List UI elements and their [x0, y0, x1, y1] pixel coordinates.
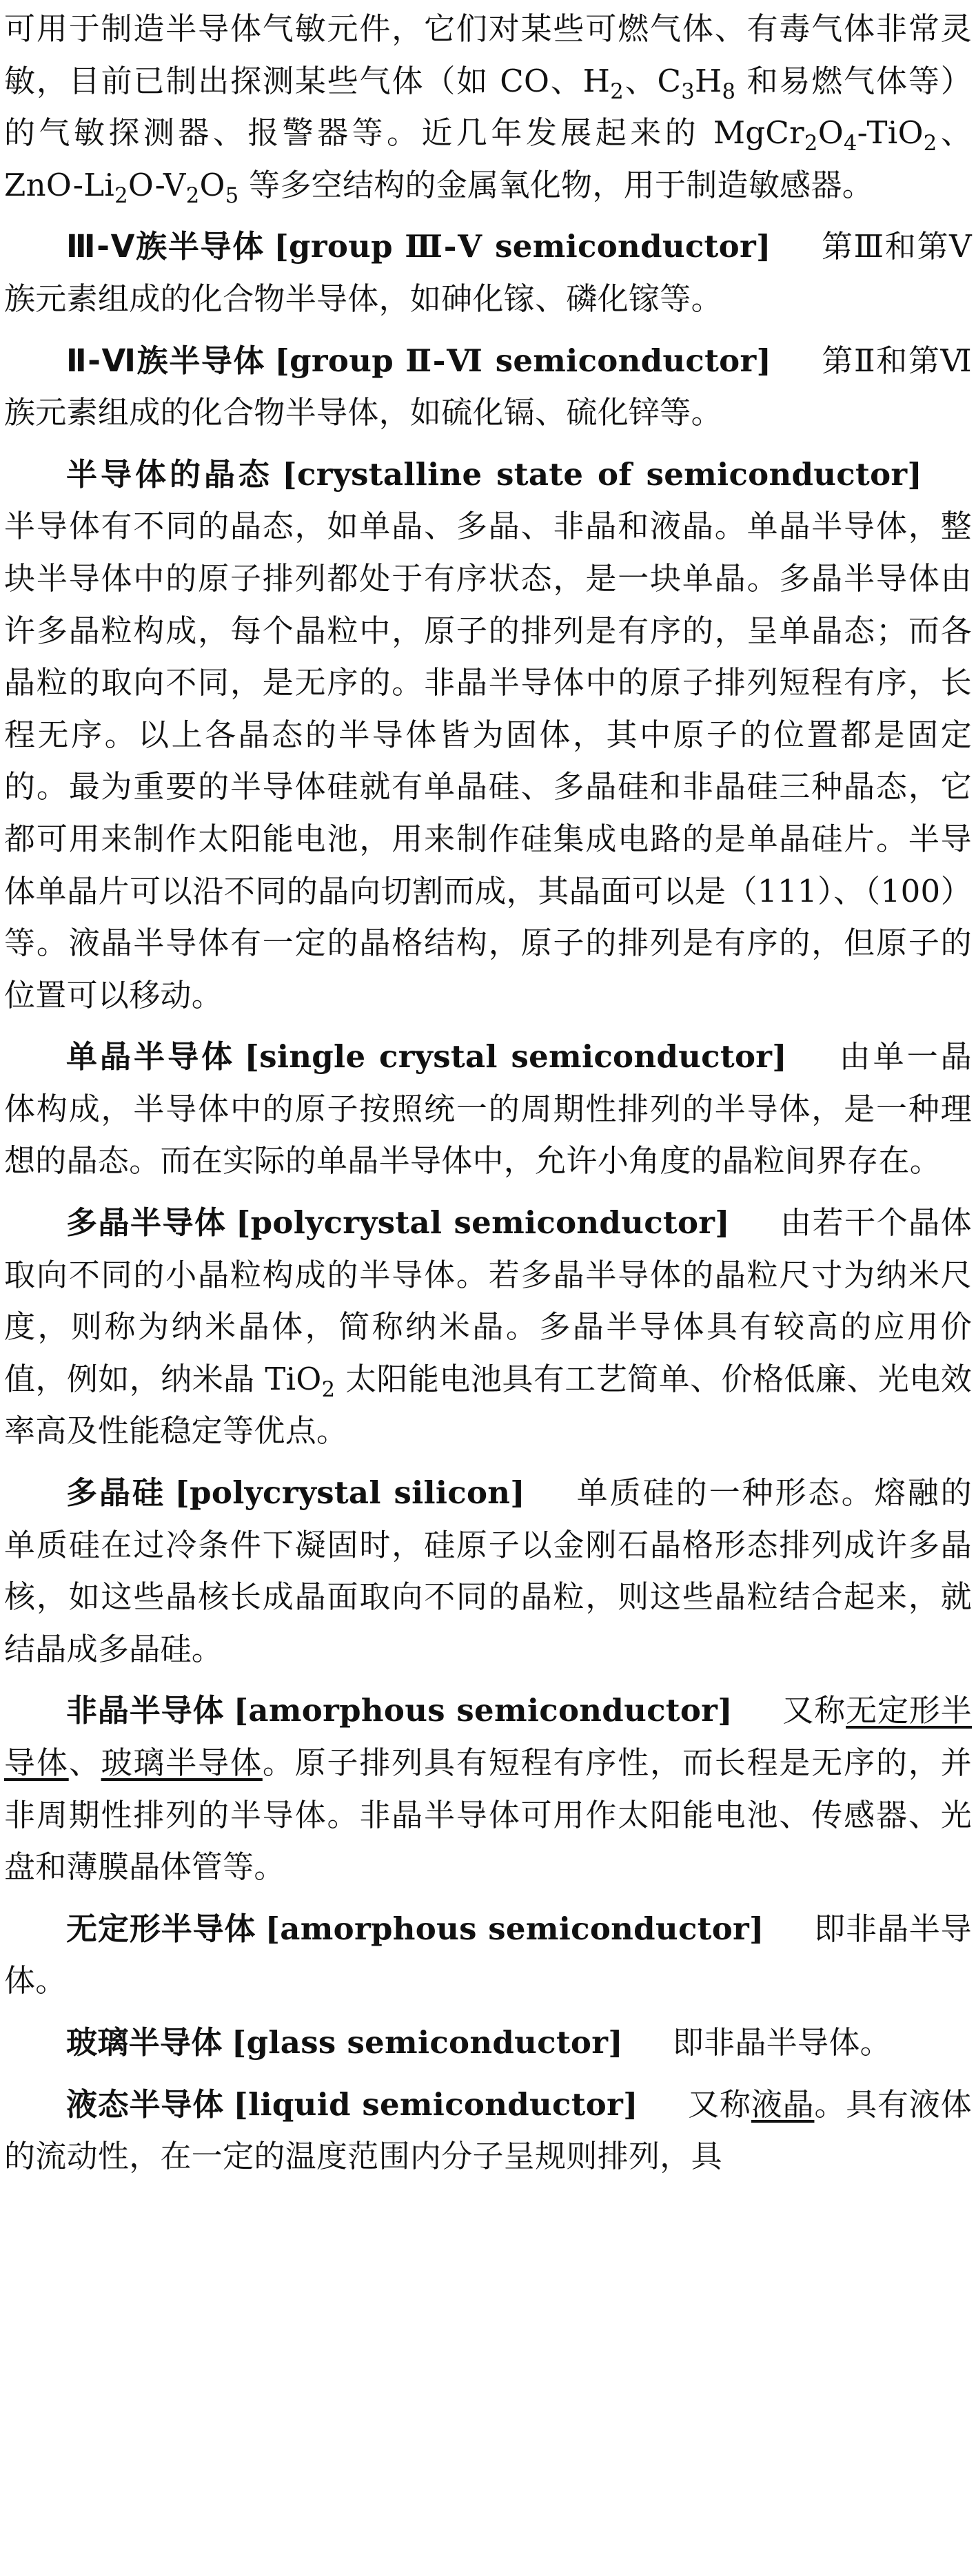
entry-term: 液态半导体 — [66, 2085, 225, 2123]
entry-polycrystal: 多晶半导体 [polycrystal semiconductor] 由若干个晶体取向不同的小晶粒构成的半导体。若多晶半导体的晶粒尺寸为纳米尺度，则称为纳米晶体，简称纳米晶。多晶半导体具有较高的应用价值，例如，纳米晶 TiO$_2$ 太阳能电池具有工艺简单、价格低廉、光电效率高及性能稳定等优点。 — [4, 1204, 972, 1450]
entry-english: [amorphous semiconductor] — [265, 1910, 764, 1947]
entry-english: [amorphous semiconductor] — [233, 1692, 733, 1729]
cross-reference: 玻璃半导体 — [101, 1744, 263, 1781]
entry-english: [crystalline state of semiconductor] — [282, 455, 922, 493]
entry-group-ii-vi — [4, 335, 972, 439]
entry-amorphous-alt — [4, 1903, 972, 2007]
cross-reference: 无定形半导体 — [4, 1692, 972, 1781]
entry-term: 多晶硅 — [66, 1474, 166, 1512]
entry-term: Ⅱ-Ⅵ族半导体 — [66, 342, 266, 379]
entry-english: [liquid semiconductor] — [233, 2085, 638, 2123]
entry-term: 单晶半导体 — [66, 1038, 236, 1075]
entry-crystalline-state — [4, 449, 972, 1022]
entry-definition: 第Ⅱ和第Ⅵ族元素组成的化合物半导体，如硫化镉、硫化锌等。 — [4, 342, 972, 431]
entry-definition: 由单一晶体构成，半导体中的原子按照统一的周期性排列的半导体，是一种理想的晶态。而在实际的单晶半导体中，允许小角度的晶粒间界存在。 — [4, 1038, 972, 1179]
cross-reference: 液晶 — [751, 2085, 815, 2123]
entry-english: [group Ⅱ-Ⅵ semiconductor] — [274, 342, 772, 379]
entry-definition: 即非晶半导体。 — [4, 1910, 972, 1999]
entry-english: [single crystal semiconductor] — [244, 1038, 787, 1075]
entry-liquid: 液态半导体 [liquid semiconductor] 又称液晶。具有液体的流动性，在一定的温度范围内分子呈规则排列，具 — [4, 2085, 972, 2175]
entry-definition: 半导体有不同的晶态，如单晶、多晶、非晶和液晶。单晶半导体，整块半导体中的原子排列都处于有序状态，是一块单晶。多晶半导体由许多晶粒构成，每个晶粒中，原子的排列是有序的，呈单晶态；而各晶粒的取向不同，是无序的。非晶半导体中的原子排列短程有序，长程无序。以上各晶态的半导体皆为固体，其中原子的位置都是固定的。最为重要的半导体硅就有单晶硅、多晶硅和非晶硅三种晶态，它都可用来制作太阳能电池，用来制作硅集成电路的是单晶硅片。半导体单晶片可以沿不同的晶向切割而成，其晶面可以是（111）、（100）等。液晶半导体有一定的晶格结构，原子的排列是有序的，但原子的位置可以移动。 — [4, 508, 972, 1013]
entry-term: 多晶半导体 — [66, 1204, 227, 1241]
entry-term: 非晶半导体 — [66, 1692, 225, 1729]
entry-english: [glass semiconductor] — [232, 2023, 623, 2061]
entry-group-iii-v — [4, 220, 972, 324]
entry-english: [polycrystal semiconductor] — [236, 1204, 730, 1241]
entry-single-crystal — [4, 1031, 972, 1187]
entry-glass — [4, 2017, 972, 2069]
entry-term: Ⅲ-Ⅴ族半导体 — [66, 228, 265, 265]
entry-term: 半导体的晶态 — [66, 455, 273, 493]
entry-definition: 单质硅的一种形态。熔融的单质硅在过冷条件下凝固时，硅原子以金刚石晶格形态排列成许多晶核，如这些晶核长成晶面取向不同的晶粒，则这些晶粒结合起来，就结晶成多晶硅。 — [4, 1474, 972, 1667]
entry-definition: 由若干个晶体取向不同的小晶粒构成的半导体。若多晶半导体的晶粒尺寸为纳米尺度，则称为纳米晶体，简称纳米晶。多晶半导体具有较高的应用价值，例如，纳米晶 TiO — [4, 1204, 972, 1397]
entry-term: 无定形半导体 — [66, 1910, 256, 1947]
entry-english: [polycrystal silicon] — [174, 1474, 525, 1512]
entry-polysilicon — [4, 1467, 972, 1675]
entry-amorphous: 非晶半导体 [amorphous semiconductor] 又称无定形半导体、玻璃半导体。原子排列具有短程有序性，而长程是无序的，并非周期性排列的半导体。非晶半导体可用作太阳能电池、传感器、光盘和薄膜晶体管等。 — [4, 1692, 972, 1886]
entry-term: 玻璃半导体 — [66, 2023, 223, 2061]
intro-paragraph: 可用于制造半导体气敏元件，它们对某些可燃气体、有毒气体非常灵敏，目前已制出探测某些气体（如 CO、$H_2$、$C_3H_8$ 和易燃气体等）的气敏探测器、报警器等。近几年发展起来的 $MgCr_2O_4-TiO_2$、ZnO-$Li_2O-V_2O_5$ 等多空结构的金属氧化物，用于制造敏感器。 — [4, 10, 972, 208]
entry-definition: 第Ⅲ和第Ⅴ族元素组成的化合物半导体，如砷化镓、磷化镓等。 — [4, 228, 972, 317]
entry-english: [group Ⅲ-Ⅴ semiconductor] — [274, 228, 771, 265]
entry-definition: 即非晶半导体。 — [672, 2023, 891, 2061]
